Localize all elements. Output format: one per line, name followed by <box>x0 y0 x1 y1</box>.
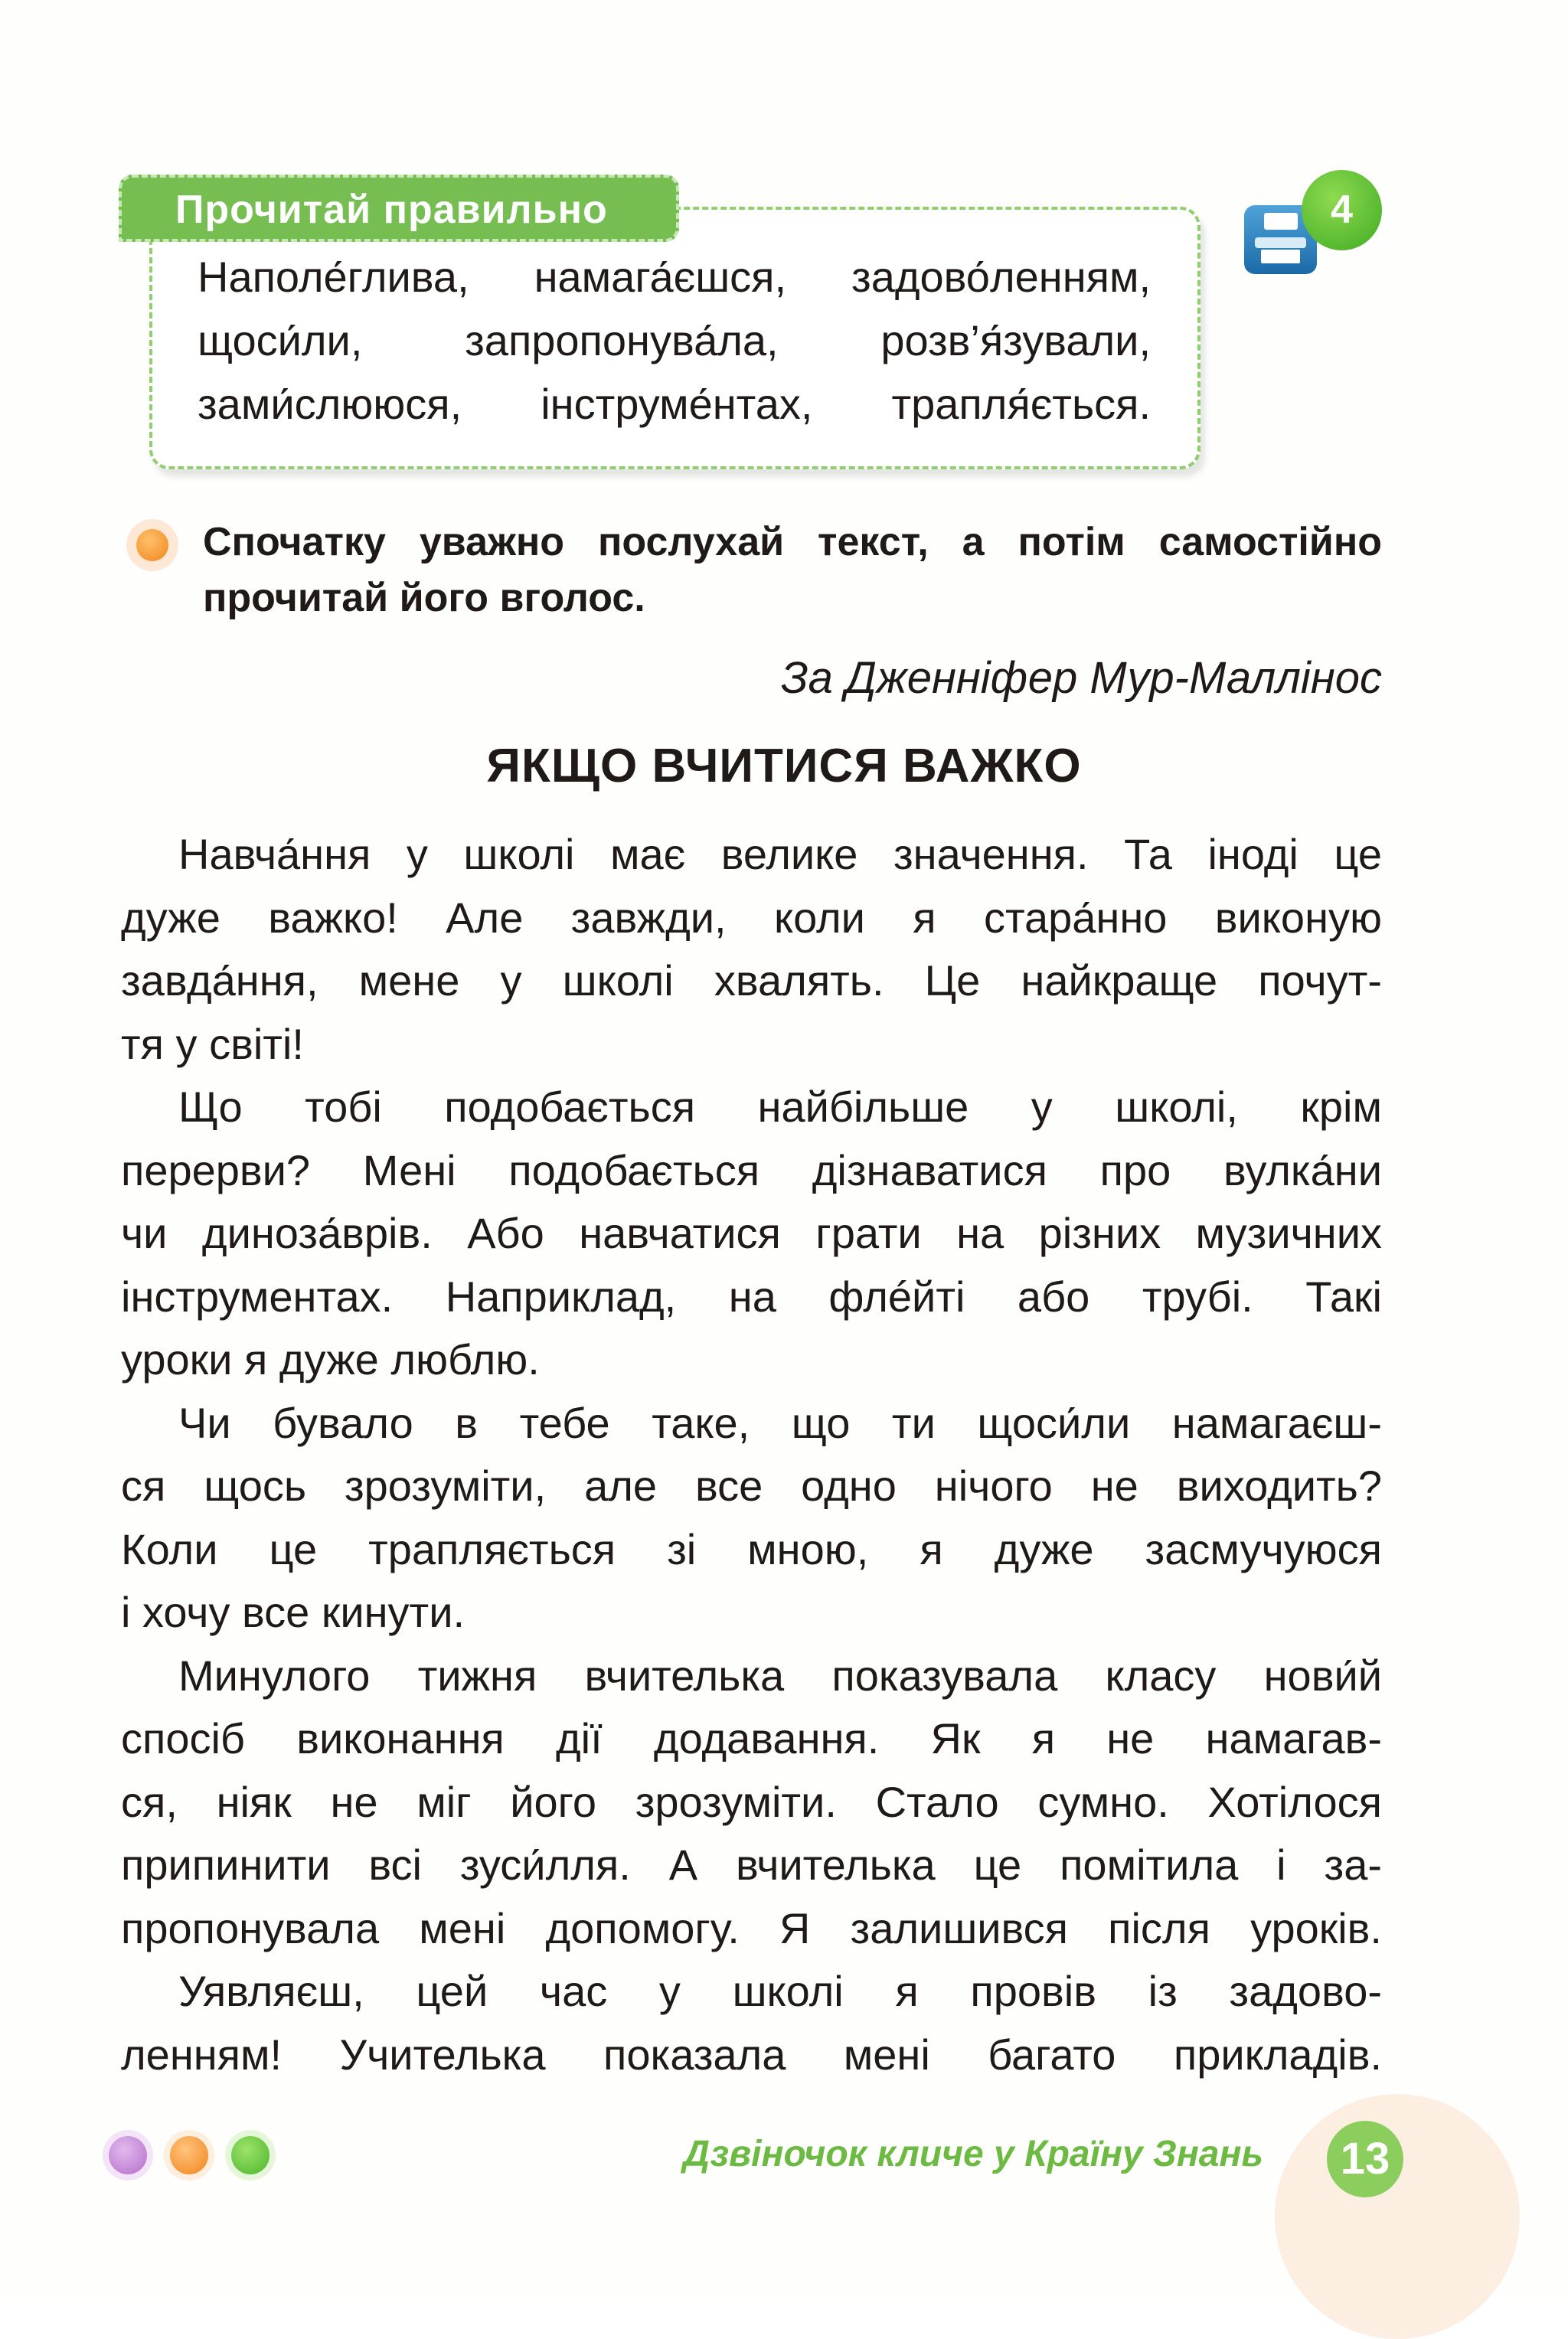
read-correctly-heading: Прочитай правильно <box>175 188 608 232</box>
story-line: ся, ніяк не міг його зрозуміти. Стало сумно. Хотілося <box>121 1777 1382 1826</box>
word-line: Наполе́глива, намага́єшся, задово́ленням, <box>198 253 1151 301</box>
story-line: Коли це трапляється зі мною, я дуже засмучуюся <box>121 1524 1382 1573</box>
story-line: і хочу все кинути. <box>121 1588 466 1636</box>
story-line: уроки я дуже люблю. <box>121 1335 540 1383</box>
story-line: перерви? Мені подобається дізнаватися про вулка́ни <box>121 1145 1382 1194</box>
story-text <box>121 823 1382 2086</box>
audio-icon[interactable] <box>126 519 178 571</box>
exercise-number-badge: 4 <box>1302 170 1382 250</box>
story-line: інструментах. Наприклад, на флéйті або трубі. Такі <box>121 1272 1382 1321</box>
story-line: ленням! Учителька показала мені багато прикладів. <box>121 2030 1382 2079</box>
green-dot-icon <box>231 2136 270 2174</box>
story-line: пропонувала мені допомогу. Я залишився після уроків. <box>121 1903 1382 1952</box>
instruction-line: прочитай його вголос. <box>203 576 645 620</box>
story-line: тя у світі! <box>121 1019 304 1068</box>
story-line: Минулого тижня вчителька показувала класу нови́й <box>178 1651 1382 1700</box>
story-line: Уявляєш, цей час у школі я провів із задово- <box>178 1967 1382 2015</box>
read-correctly-tab <box>119 175 679 242</box>
corner-decoration <box>1275 2094 1520 2339</box>
story-line: Чи бувало в тебе таке, що ти щоси́ли намагаєш- <box>178 1398 1382 1447</box>
story-line: Що тобі подобається найбільше у школі, крім <box>178 1083 1382 1131</box>
story-line: припинити всі зуси́лля. А вчителька це помітила і за- <box>121 1841 1382 1889</box>
story-line: дуже важко! Але завжди, коли я стара́нно виконую <box>121 893 1382 942</box>
instruction-text <box>203 515 1382 626</box>
instruction-line: Спочатку уважно послухай текст, а потім самостійно <box>203 520 1382 564</box>
author-attribution: За Дженніфер Мур-Маллінос <box>780 653 1382 703</box>
story-line: спосіб виконання дії додавання. Як я не намагав- <box>121 1714 1382 1762</box>
purple-dot-icon <box>109 2136 147 2174</box>
read-correctly-words <box>198 245 1151 436</box>
word-line: зами́слююся, інструме́нтах, трапля́ється. <box>198 380 1151 428</box>
story-line: Навча́ння у школі має велике значення. Та іноді це <box>178 830 1382 878</box>
orange-dot-icon <box>170 2136 208 2174</box>
story-title: ЯКЩО ВЧИТИСЯ ВАЖКО <box>486 740 1082 792</box>
story-line: ся щось зрозуміти, але все одно нічого не виходить? <box>121 1462 1382 1510</box>
story-line: чи диноза́врів. Або навчатися грати на різних музичних <box>121 1209 1382 1257</box>
page-number: 13 <box>1327 2121 1403 2197</box>
word-line: щоси́ли, запропонува́ла, розв’я́зували, <box>198 316 1151 364</box>
book-title-footer: Дзвіночок кличе у Країну Знань <box>683 2134 1263 2174</box>
story-line: завда́ння, мене у школі хвалять. Це найкраще почут- <box>121 956 1382 1005</box>
